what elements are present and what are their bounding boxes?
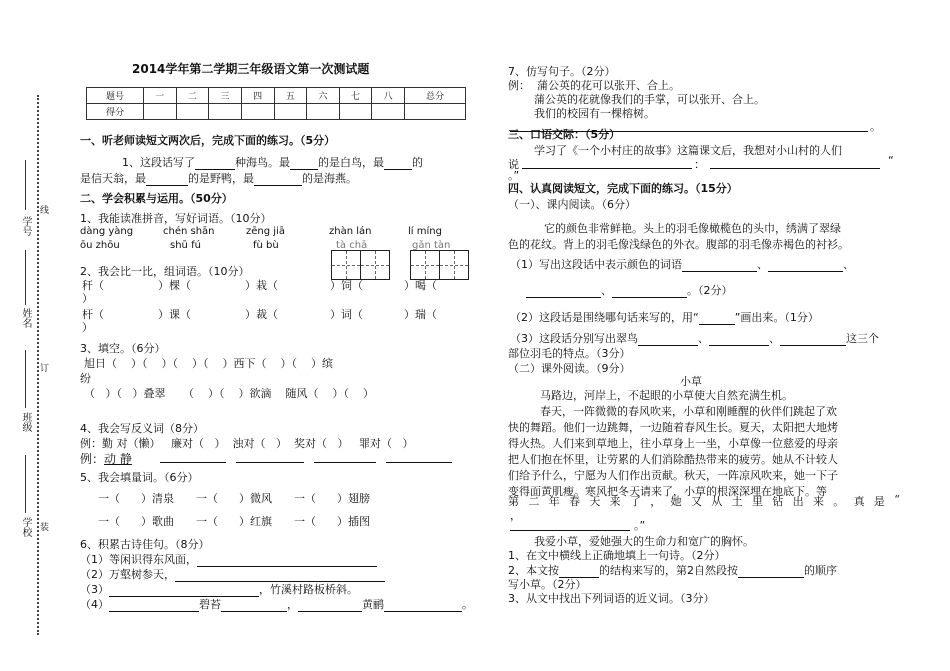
text: 的结构来写的，第2自然段按 [599,564,738,577]
answer-line[interactable] [710,168,880,169]
pinyin-1: zhàn lán [329,226,372,237]
s2-q4: 4、我会写反义词（8分） [80,422,204,435]
margin-label-name: 姓名 [20,308,31,328]
text: 2、本文按 [508,564,559,577]
pinyin-1: dàng yàng [80,226,134,237]
score-cell[interactable] [209,104,242,120]
antonym-example-2 [80,450,132,467]
score-table-header: 五 [274,88,307,104]
text: 的 [412,156,423,169]
text: 来 [812,495,824,508]
answer-line[interactable] [314,462,376,463]
compare-cell: ）栽（ [245,279,278,292]
compare-cell: ）饲（ [330,279,363,292]
measure-cell: 一（ [294,492,316,505]
measure-cell: 一（ [294,515,316,528]
passage-line-1: 它的颜色非常鲜艳。头上的羽毛像橄榄色的头巾，绣满了翠绿 [544,222,841,235]
s4-sub-1: （一）、课内阅读。（6分） [508,198,636,211]
text: 从 [711,495,723,508]
s2-q7: 7、仿写句子。（2分） [508,65,616,78]
answer-blank[interactable] [146,174,188,186]
text: ）（ [280,357,297,370]
score-cell[interactable] [144,104,177,120]
measure-cell: ）微风 [239,492,272,505]
score-cell[interactable] [339,104,372,120]
score-cell[interactable] [372,104,405,120]
text: 又 [690,495,702,508]
antonym-line [80,435,414,451]
compare-cell: 秆（ [82,279,104,292]
compare-cell: ）词（ [330,308,363,321]
answer-blank[interactable] [298,600,362,612]
margin-blank-class [25,350,26,408]
story-line: 变得面黄肌瘦。寒风把冬天请来了，小草的根深深埋在地底下。等 [508,485,827,498]
measure-cell: ）翅膀 [337,492,370,505]
text: 罪对（ [359,437,392,450]
s4-sub-2: （二）课外阅读。（9分） [508,362,631,375]
pinyin-2: gǎn tàn [412,240,451,251]
score-table-header: 总分 [405,88,466,104]
s4-r3 [510,330,879,346]
text: 的顺序 [804,564,837,577]
text: 动 静 [104,452,132,466]
text: 出 [792,495,804,508]
story-line: 春天，一阵微微的春风吹来，小草和刚睡醒的伙伴们跳起了欢 [540,405,837,418]
binding-dotted-line [37,95,39,635]
story-line: 马路边，河岸上，不起眼的小草使大自然充满生机。 [540,389,793,402]
text: 、 [698,332,709,345]
text: 来 [609,495,621,508]
score-table-header: 一 [144,88,177,104]
text: 了 [629,495,641,508]
example-line-3: 我们的校园有一棵榕树。 [534,107,655,120]
compare-cell: ）喝（ [404,279,437,292]
text: 种海鸟。最 [235,156,290,169]
text: ，竹溪村路板桥斜。 [259,583,358,596]
cut-mark-zhuang: 装 [40,523,50,533]
compare-cell: ） [82,321,93,334]
text: 二 [528,495,540,508]
margin-blank-name [25,250,26,305]
answer-blank[interactable] [254,174,302,186]
answer-blank[interactable] [526,286,601,298]
s1-q1-line1 [122,154,423,170]
text: ）西下（ [222,357,267,370]
s4-r1-line2 [526,282,733,298]
pinyin-2: ōu zhōu [80,240,120,251]
score-table-row-label: 题号 [87,88,144,104]
s4-r1-line1 [510,256,854,272]
story-end: 。” [634,519,646,532]
text: 旭日（ [84,357,117,370]
period: 。 [870,120,881,133]
text: 第 [508,495,519,508]
section-3-heading: 三、口语交际：（5分） [508,128,621,141]
text: ， [287,598,298,611]
story-title: 小草 [680,375,702,388]
answer-blank[interactable] [738,566,804,578]
answer-blank[interactable] [709,334,769,346]
answer-blank[interactable] [109,600,199,612]
answer-blank[interactable] [768,260,843,272]
score-cell[interactable] [405,104,466,120]
answer-blank[interactable] [195,158,235,170]
s4-e2-line2: 写小草。（2分） [508,578,587,591]
answer-blank[interactable] [638,334,698,346]
text: 碧苔 [199,598,221,611]
measure-cell: ）歌曲 [141,515,174,528]
text: 春 [568,495,580,508]
pinyin-2: shū fú [170,240,201,251]
fill-line-1 [84,355,333,371]
score-table-header: 四 [241,88,274,104]
measure-cell: 一（ [98,492,120,505]
text: （3） [80,583,109,596]
answer-blank[interactable] [682,260,757,272]
score-cell[interactable] [274,104,307,120]
score-table-header: 八 [372,88,405,104]
tianzi-box[interactable] [331,250,361,280]
score-table-header: 七 [339,88,372,104]
text: ）（ [161,357,178,370]
passage-line-2: 色的花纹。背上的羽毛像浅绿色的外衣。腹部的羽毛像赤褐色的衬衫。 [508,238,849,251]
s3-line-1: 学习了《一个小村庄的故事》这篇课文后，我想对小山村的人们 [534,144,842,157]
section-4-heading: 四、认真阅读短文，完成下面的练习。（15分） [508,182,738,195]
s2-q6: 6、积累古诗佳句。（8分） [80,538,210,551]
s4-r3-line2: 部位羽毛的特点。（3分） [508,347,631,360]
pinyin-1: lí míng [408,226,442,237]
answer-line[interactable] [510,530,630,531]
text: 随风（ [285,387,319,400]
s2-q1: 1、我能读准拼音，写好词语。（10分） [80,212,272,225]
score-cell[interactable] [176,104,209,120]
measure-cell: 一（ [98,515,120,528]
answer-line[interactable] [522,168,692,169]
score-table-header: 二 [176,88,209,104]
measure-cell: ）插图 [337,515,370,528]
margin-blank-school [25,455,26,513]
compare-cell: 杆（ [82,308,104,321]
text: （1）写出这段话中表示颜色的词语 [510,258,682,271]
score-table-row-label: 得分 [87,104,144,120]
text: 例：勤 对（懒） [80,437,161,450]
text: ） [362,387,374,400]
text: 例： [80,452,105,466]
text: 的是野鸭，最 [188,172,254,185]
pinyin-2: fù bù [253,240,279,251]
text: ） [337,437,349,450]
text: 里 [751,495,763,508]
text: ）叠翠 [132,387,166,400]
margin-label-school: 学校 [20,517,31,537]
measure-cell: 一（ [196,515,218,528]
poem-line-4 [80,596,473,612]
story-last-line: 我爱小草，爱她强大的生命力和宽广的胸怀。 [534,535,754,548]
s4-e1: 1、在文中横线上正确地填上一句诗。（2分） [508,549,726,562]
margin-label-class: 班级 [20,412,31,432]
text: 是信天翁，最 [80,172,146,185]
pinyin-1: chén shān [163,226,215,237]
answer-blank[interactable] [384,158,412,170]
story-line: 们给予什么，宁愿为人们作出贡献。秋天，一阵凉风吹来，她一下子 [508,469,838,482]
s2-q3: 3、填空。（6分） [80,342,166,355]
answer-line[interactable] [386,462,452,463]
text: ）缤 [311,357,333,370]
text: 年 [548,495,560,508]
margin-label-student-id: 学号 [20,216,31,236]
compare-cell: ）裁（ [245,308,278,321]
score-cell[interactable] [241,104,274,120]
text: ）（ [105,387,122,400]
page-title: 2014学年第二学期三年级语文第一次测试题 [132,62,370,76]
compare-cell: ）瑞（ [404,308,437,321]
text: “ [894,493,900,506]
answer-line[interactable] [160,462,226,463]
tianzi-box[interactable] [410,250,440,280]
text: （2）这段话是围绕哪句话来写的，用“ [510,311,699,324]
text: （2）万壑树参天， [80,568,175,581]
text: ）（ [332,387,349,400]
text: 、 [769,332,780,345]
fill-line-2: 纷 [80,372,91,385]
text: 例： [508,79,530,92]
story-comma: ， [510,509,521,522]
tianzi-box[interactable] [360,250,390,280]
text: （ [84,387,95,400]
text: ）（ [192,357,209,370]
score-table-header: 六 [307,88,340,104]
measure-cell: 一（ [196,492,218,505]
text: 天 [589,495,601,508]
compare-cell: ） [82,292,93,305]
example-line-2: 蒲公英的花就像我们的手掌，可以张开、合上。 [534,93,765,106]
pinyin-2: tà chā [336,240,368,251]
answer-line[interactable] [236,462,304,463]
text: 蒲公英的花可以张开、合上。 [537,79,680,92]
text: ） [402,437,414,450]
story-line: 快的舞蹈。他们一边跳舞，一边随着春风生长。夏天，太阳把大地烤 [508,421,838,434]
text: （4） [80,598,109,611]
text: 浊对（ [232,437,266,450]
text: 真 [853,495,865,508]
story-line: 得火热。人们来到草地上，往小草身上一坐，小草像一位慈爱的母亲 [508,437,838,450]
compare-cell: ）棵（ [158,279,191,292]
compare-cell: ）课（ [158,308,191,321]
text: 1、这段话写了 [122,156,195,169]
answer-blank[interactable] [290,158,318,170]
text: 钻 [772,495,784,508]
text: 的是海燕。 [302,172,357,185]
story-spaced-line [508,493,900,509]
s3-line-2c: “ [888,154,894,167]
text: ）（ [131,357,148,370]
text: 。 [462,598,473,611]
pinyin-1: zēng jiā [246,226,285,237]
poem-line-1 [80,551,377,567]
tianzi-box[interactable] [439,250,469,280]
text: ”画出来。（1分） [734,311,819,324]
text: 黄鹂 [362,598,384,611]
s2-q5: 5、我会填量词。（6分） [80,471,199,484]
text: ） [214,437,226,450]
section-2-heading: 二、学会积累与运用。（50分） [80,192,233,205]
story-line: 把人们抱在怀里，让劳累的人们消除酷热带来的疲劳。她从不计较人 [508,453,838,466]
score-table-header: 三 [209,88,242,104]
answer-blank[interactable] [699,313,735,325]
text: 土 [731,495,743,508]
text: 是 [873,495,885,508]
s4-r2 [510,309,819,325]
section-1-heading: 一、听老师读短文两次后，完成下面的练习。（5分） [80,134,336,147]
text: 、 [843,258,854,271]
score-table [86,87,466,120]
s4-e3: 3、从文中找出下列词语的近义词。（3分） [508,592,715,605]
score-cell[interactable] [307,104,340,120]
answer-blank[interactable] [612,286,687,298]
text: 这三个 [846,332,879,345]
text: 她 [670,495,682,508]
s3-line-2b: ： [694,158,705,171]
s3-line-3: 。” [508,169,520,182]
text: 的是白鸟，最 [318,156,384,169]
margin-blank-student-id [25,160,26,210]
text: ）欲滴 [238,387,272,400]
poem-line-2 [80,566,385,582]
fill-line-3 [84,385,374,401]
poem-line-3 [80,581,358,597]
measure-cell: ）清泉 [141,492,174,505]
text: （ [182,387,194,400]
text: ） [276,437,287,450]
text: 、 [601,284,612,297]
measure-cell: ）红旗 [239,515,272,528]
text: 廉对（ [171,437,204,450]
s3-line-2a: 说 [508,158,519,171]
answer-blank[interactable] [780,334,846,346]
text: 、 [757,258,768,271]
text: ， [650,495,662,508]
text: 奖对（ [294,437,327,450]
cut-mark-line: 线 [40,206,50,216]
text: ）（ [207,387,225,400]
text: （3）这段话分别写出翠鸟 [510,332,638,345]
text: 。（2分） [687,284,733,297]
s2-q2: 2、我会比一比，组词语。（10分） [80,265,250,278]
s1-q1-line2 [80,170,357,186]
text: （1）等闲识得东风面， [80,553,197,566]
answer-blank[interactable] [384,600,462,612]
answer-blank[interactable] [221,600,287,612]
text: 。 [833,495,845,508]
cut-mark-ding: 订 [40,364,50,374]
